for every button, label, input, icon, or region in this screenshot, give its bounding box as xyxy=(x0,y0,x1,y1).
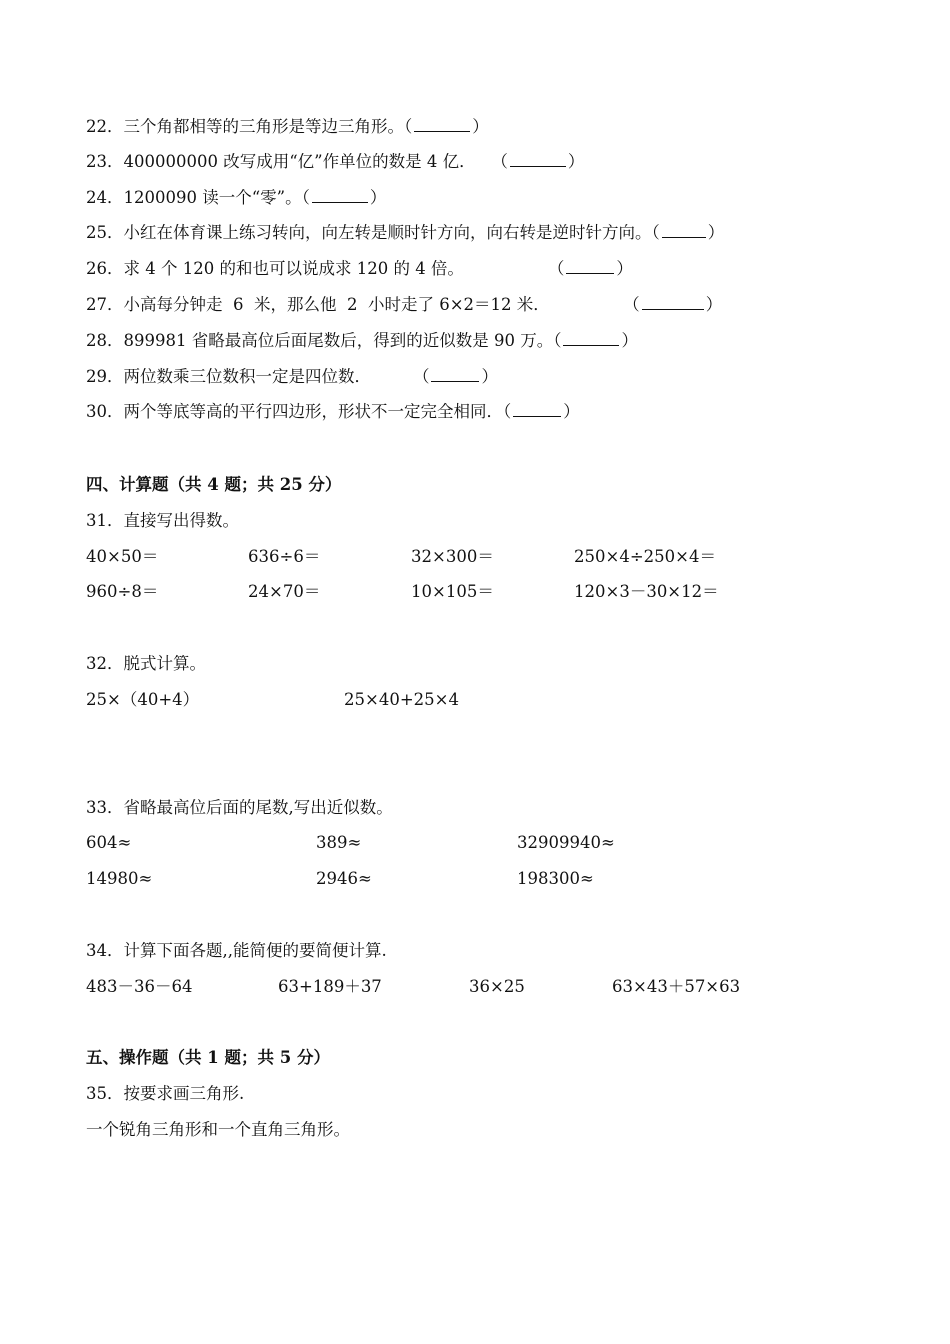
calc-item: 63×43＋57×63 xyxy=(612,977,741,996)
answer-blank[interactable] xyxy=(642,295,704,310)
question-23: 23．400000000 改写成用“亿”作单位的数是 4 亿． （ ） xyxy=(86,152,585,171)
calc-item: 32×300＝ xyxy=(411,547,494,566)
question-32-title: 32．脱式计算。 xyxy=(86,654,206,673)
approx-item: 604≈ xyxy=(86,833,132,852)
calc-item: 10×105＝ xyxy=(411,582,494,601)
answer-blank[interactable] xyxy=(662,223,706,238)
approx-item: 32909940≈ xyxy=(517,833,615,852)
answer-blank[interactable] xyxy=(513,402,561,417)
question-30: 30．两个等底等高的平行四边形，形状不一定完全相同．（ ） xyxy=(86,402,580,421)
answer-blank[interactable] xyxy=(414,117,470,132)
calc-item: 63+189＋37 xyxy=(278,977,382,996)
calc-item: 250×4÷250×4＝ xyxy=(574,547,716,566)
approx-item: 198300≈ xyxy=(517,869,594,888)
section-4-heading: 四、计算题（共 4 题；共 25 分） xyxy=(86,475,342,494)
question-25: 25．小红在体育课上练习转向，向左转是顺时针方向，向右转是逆时针方向。（ ） xyxy=(86,223,725,242)
calc-item: 120×3－30×12＝ xyxy=(574,582,719,601)
question-31-title: 31．直接写出得数。 xyxy=(86,511,239,530)
question-35-desc: 一个锐角三角形和一个直角三角形。 xyxy=(86,1120,350,1139)
section-5-heading: 五、操作题（共 1 题；共 5 分） xyxy=(86,1048,330,1067)
approx-item: 14980≈ xyxy=(86,869,153,888)
approx-item: 2946≈ xyxy=(316,869,372,888)
calc-item: 24×70＝ xyxy=(248,582,321,601)
question-22: 22．三个角都相等的三角形是等边三角形。（ ） xyxy=(86,117,489,136)
question-26: 26．求 4 个 120 的和也可以说成求 120 的 4 倍。 （ ） xyxy=(86,259,633,278)
question-28: 28．899981 省略最高位后面尾数后，得到的近似数是 90 万。（ ） xyxy=(86,331,638,350)
calc-item: 40×50＝ xyxy=(86,547,159,566)
answer-blank[interactable] xyxy=(312,188,368,203)
calc-item: 483－36－64 xyxy=(86,977,193,996)
calc-item: 25×（40+4） xyxy=(86,690,200,709)
question-29: 29．两位数乘三位数积一定是四位数． （ ） xyxy=(86,367,498,386)
question-24: 24．1200090 读一个“零”。（ ） xyxy=(86,188,387,207)
answer-blank[interactable] xyxy=(563,331,619,346)
calc-item: 36×25 xyxy=(469,977,525,996)
question-27: 27．小高每分钟走 6 米，那么他 2 小时走了 6×2＝12 米． （ ） xyxy=(86,295,723,314)
question-34-title: 34．计算下面各题,,能简便的要简便计算. xyxy=(86,941,387,960)
question-35-title: 35．按要求画三角形. xyxy=(86,1084,245,1103)
calc-item: 636÷6＝ xyxy=(248,547,321,566)
answer-blank[interactable] xyxy=(431,367,479,382)
calc-item: 960÷8＝ xyxy=(86,582,159,601)
answer-blank[interactable] xyxy=(566,259,614,274)
question-33-title: 33．省略最高位后面的尾数,写出近似数。 xyxy=(86,798,393,817)
approx-item: 389≈ xyxy=(316,833,362,852)
answer-blank[interactable] xyxy=(510,152,566,167)
calc-item: 25×40+25×4 xyxy=(344,690,459,709)
